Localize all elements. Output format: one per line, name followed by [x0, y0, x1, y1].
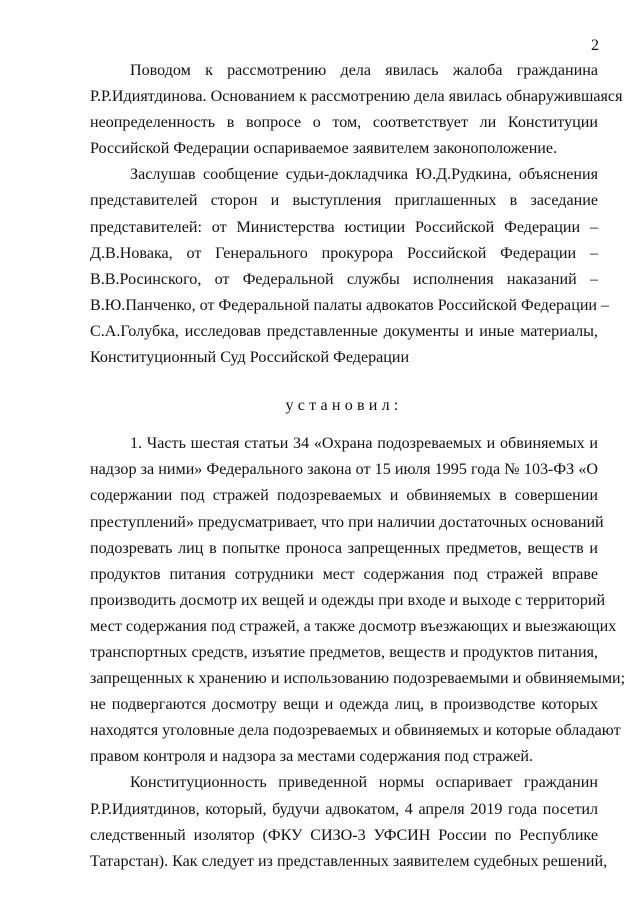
- text-line: В.В.Росинского, от Федеральной службы исполнения наказаний –: [90, 270, 598, 288]
- text-line: транспортных средств, изъятие предметов, веществ и продуктов питания,: [90, 643, 598, 661]
- text-line: надзор за ними» Федерального закона от 15 июля 1995 года № 103-ФЗ «О: [90, 461, 598, 479]
- text-line: 1. Часть шестая статьи 34 «Охрана подозреваемых и обвиняемых и: [130, 435, 598, 453]
- text-line: С.А.Голубка, исследовав представленные документы и иные материалы,: [90, 322, 598, 340]
- text-line: находятся уголовные дела подозреваемых и обвиняемых и которые обладают: [90, 722, 621, 740]
- paragraph-hearing: [90, 162, 610, 371]
- text-line: правом контроля и надзора за местами содержания под стражей.: [90, 748, 534, 766]
- paragraph-norm: [90, 431, 626, 770]
- text-line: Российской Федерации оспариваемое заявителем законоположение.: [90, 140, 558, 158]
- text-line: подозревать лиц в попытке проноса запрещенных предметов, веществ и: [90, 539, 598, 557]
- text-line: Д.В.Новака, от Генерального прокурора Российской Федерации –: [90, 244, 598, 262]
- paragraph-complaint: [90, 58, 623, 162]
- text-line: Заслушав сообщение судьи-докладчика Ю.Д.Рудкина, объяснения: [130, 166, 598, 184]
- paragraph-applicant: [90, 770, 608, 874]
- text-line: продуктов питания сотрудники мест содержания под стражей вправе: [90, 565, 598, 583]
- text-line: содержании под стражей подозреваемых и обвиняемых в совершении: [90, 487, 598, 505]
- text-line: В.Ю.Панченко, от Федеральной палаты адвокатов Российской Федерации –: [90, 296, 610, 314]
- text-line: производить досмотр их вещей и одежды при входе и выходе с территорий: [90, 591, 606, 609]
- text-line: представителей: от Министерства юстиции Российской Федерации –: [90, 218, 598, 236]
- text-line: Конституционность приведенной нормы оспаривает гражданин: [130, 774, 598, 792]
- page-number: 2: [591, 37, 599, 54]
- text-line: запрещенных к хранению и использованию подозреваемыми и обвиняемыми;: [90, 670, 626, 688]
- text-line: Поводом к рассмотрению дела явилась жалоба гражданина: [130, 62, 598, 79]
- spacer: [90, 371, 598, 393]
- text-line: неопределенность в вопросе о том, соответствует ли Конституции: [90, 114, 598, 132]
- section-heading: установил:: [285, 397, 403, 415]
- text-line: следственный изолятор (ФКУ СИЗО-3 УФСИН России по Республике: [90, 826, 598, 844]
- text-line: Р.Р.Идиятдинова. Основанием к рассмотрению дела явилась обнаружившаяся: [90, 88, 623, 106]
- document-body: [90, 58, 626, 875]
- text-line: Конституционный Суд Российской Федерации: [90, 349, 410, 367]
- text-line: представителей сторон и выступления приглашенных в заседание: [90, 192, 598, 210]
- text-line: преступлений» предусматривает, что при наличии достаточных оснований: [90, 513, 604, 531]
- text-line: мест содержания под стражей, а также досмотр въезжающих и выезжающих: [90, 617, 617, 635]
- text-line: Татарстан). Как следует из представленных заявителем судебных решений,: [90, 852, 608, 870]
- text-line: не подвергаются досмотру вещи и одежда лиц, в производстве которых: [90, 696, 598, 714]
- spacer: [90, 419, 598, 431]
- text-line: Р.Р.Идиятдинов, который, будучи адвокатом, 4 апреля 2019 года посетил: [90, 800, 598, 818]
